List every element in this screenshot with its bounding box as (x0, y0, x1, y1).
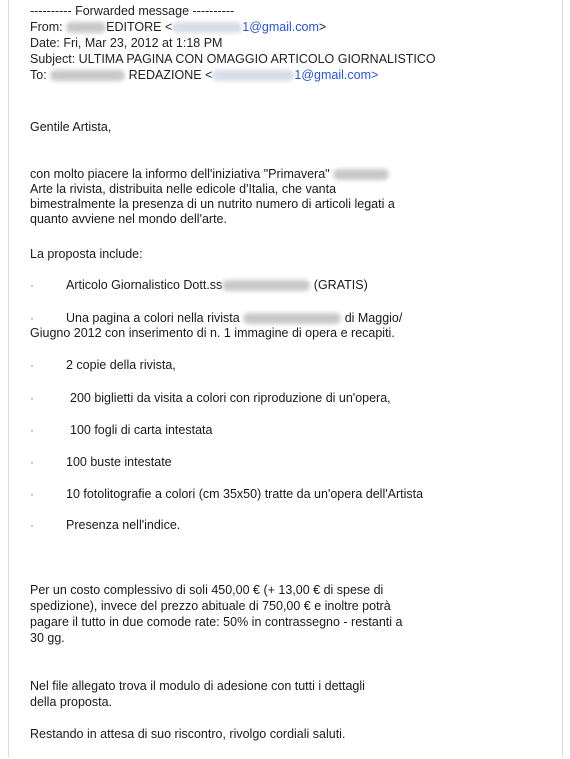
to-name: REDAZIONE (128, 68, 202, 82)
intro-line-4: quanto avviene nel mondo dell'arte. (30, 212, 227, 226)
closing-line: Restando in attesa di suo riscontro, rivolgo cordiali saluti. (30, 727, 346, 741)
list-item: Una pagina a colori nella rivista di Maggio/ (66, 311, 403, 325)
from-label: From: (30, 20, 63, 34)
list-item: 2 copie della rivista, (66, 358, 176, 372)
forwarded-separator: ---------- Forwarded message ---------- (30, 4, 235, 18)
list-item: 200 biglietti da visita a colori con riproduzione di un'opera, (70, 391, 391, 405)
subject-line: Subject: ULTIMA PAGINA CON OMAGGIO ARTICOLO GIORNALISTICO (30, 52, 436, 66)
bullet-marker: · (30, 311, 34, 325)
bullet-marker: · (30, 358, 34, 372)
list-item-continuation: Giugno 2012 con inserimento di n. 1 immagine di opera e recapiti. (30, 326, 395, 340)
from-email-link[interactable]: 1@gmail.com (242, 20, 319, 34)
redacted-recipient-email (212, 70, 294, 81)
attachment-line-1: Nel file allegato trova il modulo di adesione con tutti i dettagli (30, 679, 365, 693)
to-email-link[interactable]: 1@gmail.com> (294, 68, 379, 82)
from-line: From: EDITORE < 1@gmail.com> (30, 20, 327, 34)
page-frame (8, 0, 563, 757)
cost-line-3: pagare il tutto in due comode rate: 50% in contrassegno - restanti a (30, 615, 403, 629)
intro-line-2: Arte la rivista, distribuita nelle edicole d'Italia, che vanta (30, 182, 337, 196)
list-item: 100 buste intestate (66, 455, 172, 469)
intro-line-3: bimestralmente la presenza di un nutrito numero di articoli legati a (30, 197, 395, 211)
attachment-line-2: della proposta. (30, 695, 113, 709)
bullet-marker: · (30, 455, 34, 469)
redacted-text (243, 313, 341, 324)
redacted-sender-email (172, 22, 242, 33)
cost-line-2: spedizione), invece del prezzo abituale di 750,00 € e inoltre potrà (30, 599, 391, 613)
bullet-marker: · (30, 278, 34, 292)
from-name-suffix: EDITORE (106, 20, 162, 34)
greeting: Gentile Artista, (30, 120, 112, 134)
list-item: 100 fogli di carta intestata (70, 423, 213, 437)
cost-line-1: Per un costo complessivo di soli 450,00 € (+ 13,00 € di spese di (30, 583, 384, 597)
intro-line-1: con molto piacere la informo dell'iniziativa "Primavera" (30, 167, 389, 182)
date-line: Date: Fri, Mar 23, 2012 at 1:18 PM (30, 36, 223, 50)
redacted-text (222, 280, 310, 291)
bullet-marker: · (30, 423, 34, 437)
list-item: Articolo Giornalistico Dott.ss (GRATIS) (66, 278, 368, 292)
bullet-marker: · (30, 518, 34, 532)
bullet-marker: · (30, 391, 34, 405)
bullet-marker: · (30, 487, 34, 501)
to-line: To: REDAZIONE < 1@gmail.com> (30, 68, 379, 82)
to-label: To: (30, 68, 47, 82)
redacted-sender-name (66, 22, 106, 33)
list-item: Presenza nell'indice. (66, 518, 181, 532)
list-item: 10 fotolitografie a colori (cm 35x50) tratte da un'opera dell'Artista (66, 487, 424, 501)
cost-line-4: 30 gg. (30, 631, 65, 645)
redacted-text (333, 169, 389, 180)
proposal-intro: La proposta include: (30, 247, 143, 261)
redacted-recipient-name (50, 70, 125, 81)
